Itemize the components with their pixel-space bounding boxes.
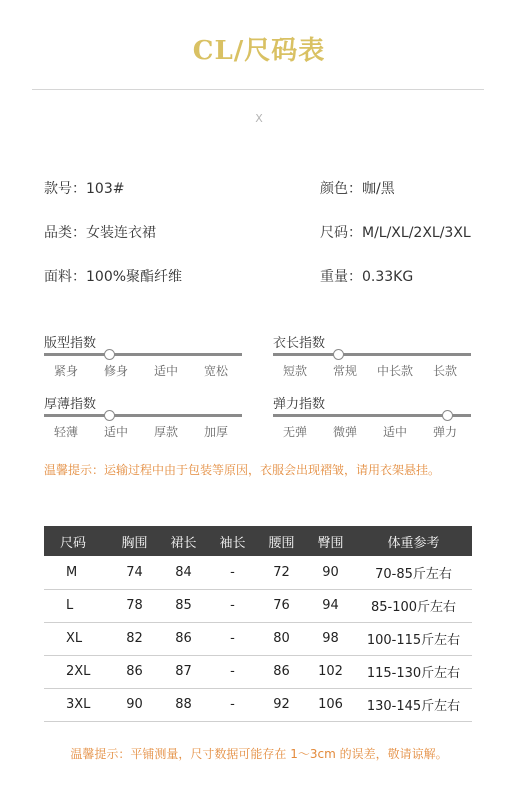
cell-bust: 82 <box>110 622 159 655</box>
table-row <box>44 556 472 589</box>
scale-label: 厚款 <box>153 425 178 439</box>
scale-label: 适中 <box>153 364 178 378</box>
scale-indicator <box>442 410 453 421</box>
scale-track <box>273 353 471 356</box>
cell-bust: 90 <box>110 688 159 721</box>
cell-size: XL <box>44 622 110 655</box>
scale-label: 长款 <box>432 364 457 378</box>
cell-hip: 102 <box>306 655 355 688</box>
cell-size: 3XL <box>44 688 110 721</box>
table-header-row <box>44 526 472 556</box>
cell-bust: 86 <box>110 655 159 688</box>
cell-skirt-length: 86 <box>159 622 208 655</box>
spec-color: 颜色：咖/黑 <box>320 181 395 197</box>
cell-waist: 92 <box>257 688 306 721</box>
cell-size: M <box>44 556 110 589</box>
scale-indicator <box>104 410 115 421</box>
scale-title: 厚薄指数 <box>44 397 97 412</box>
cell-weight-ref: 130-145斤左右 <box>355 688 472 721</box>
scale-label: 常规 <box>332 364 357 378</box>
scale-track <box>44 353 242 356</box>
header-bust: 胸围 <box>110 526 159 556</box>
scale-indicator <box>333 349 344 360</box>
cell-sleeve-length: - <box>208 556 257 589</box>
table-row <box>44 655 472 688</box>
notice-measurement: 温馨提示：平铺测量，尺寸数据可能存在 1～3cm 的误差，敬请谅解。 <box>70 747 448 761</box>
cell-skirt-length: 87 <box>159 655 208 688</box>
spec-weight: 重量：0.33KG <box>320 269 414 285</box>
scale-label: 适中 <box>382 425 407 439</box>
size-table <box>44 526 472 722</box>
spec-sizes: 尺码：M/L/XL/2XL/3XL <box>320 225 471 241</box>
cell-sleeve-length: - <box>208 589 257 622</box>
spec-style-no: 款号：103# <box>44 181 125 197</box>
scale-indicator <box>104 349 115 360</box>
scale-label: 紧身 <box>53 364 78 378</box>
cell-waist: 72 <box>257 556 306 589</box>
cell-waist: 80 <box>257 622 306 655</box>
scale-label: 适中 <box>103 425 128 439</box>
scale-label: 弹力 <box>432 425 457 439</box>
header-size: 尺码 <box>44 526 110 556</box>
scale-label: 无弹 <box>282 425 307 439</box>
x-mark: X <box>255 112 263 125</box>
scale-label: 微弹 <box>332 425 357 439</box>
header-skirt-length: 裙长 <box>159 526 208 556</box>
cell-sleeve-length: - <box>208 622 257 655</box>
spec-category: 品类：女装连衣裙 <box>44 225 156 241</box>
cell-hip: 90 <box>306 556 355 589</box>
scale-label: 修身 <box>103 364 128 378</box>
page-title: CL/尺码表 <box>192 36 326 66</box>
cell-skirt-length: 88 <box>159 688 208 721</box>
scale-label: 短款 <box>282 364 307 378</box>
scale-title: 衣长指数 <box>273 336 326 351</box>
spec-fabric: 面料：100%聚酯纤维 <box>44 269 183 285</box>
table-row <box>44 589 472 622</box>
header-weight-ref: 体重参考 <box>355 526 472 556</box>
scale-title: 版型指数 <box>44 336 97 351</box>
cell-weight-ref: 85-100斤左右 <box>355 589 472 622</box>
scale-track <box>44 414 242 417</box>
scale-label: 宽松 <box>203 364 228 378</box>
cell-size: L <box>44 589 110 622</box>
table-row <box>44 688 472 721</box>
scale-label: 加厚 <box>203 425 228 439</box>
cell-weight-ref: 100-115斤左右 <box>355 622 472 655</box>
cell-waist: 86 <box>257 655 306 688</box>
cell-sleeve-length: - <box>208 688 257 721</box>
cell-bust: 78 <box>110 589 159 622</box>
cell-weight-ref: 115-130斤左右 <box>355 655 472 688</box>
notice-transport: 温馨提示：运输过程中由于包装等原因，衣服会出现褶皱，请用衣架悬挂。 <box>44 463 441 477</box>
scale-label: 中长款 <box>376 364 413 378</box>
cell-waist: 76 <box>257 589 306 622</box>
cell-bust: 74 <box>110 556 159 589</box>
cell-skirt-length: 85 <box>159 589 208 622</box>
scale-title: 弹力指数 <box>273 397 326 412</box>
cell-sleeve-length: - <box>208 655 257 688</box>
header-waist: 腰围 <box>257 526 306 556</box>
table-row <box>44 622 472 655</box>
cell-size: 2XL <box>44 655 110 688</box>
header-sleeve-length: 袖长 <box>208 526 257 556</box>
cell-hip: 106 <box>306 688 355 721</box>
cell-weight-ref: 70-85斤左右 <box>355 556 472 589</box>
title-divider <box>32 89 484 90</box>
cell-skirt-length: 84 <box>159 556 208 589</box>
header-hip: 臀围 <box>306 526 355 556</box>
cell-hip: 94 <box>306 589 355 622</box>
cell-hip: 98 <box>306 622 355 655</box>
scale-label: 轻薄 <box>53 425 78 439</box>
